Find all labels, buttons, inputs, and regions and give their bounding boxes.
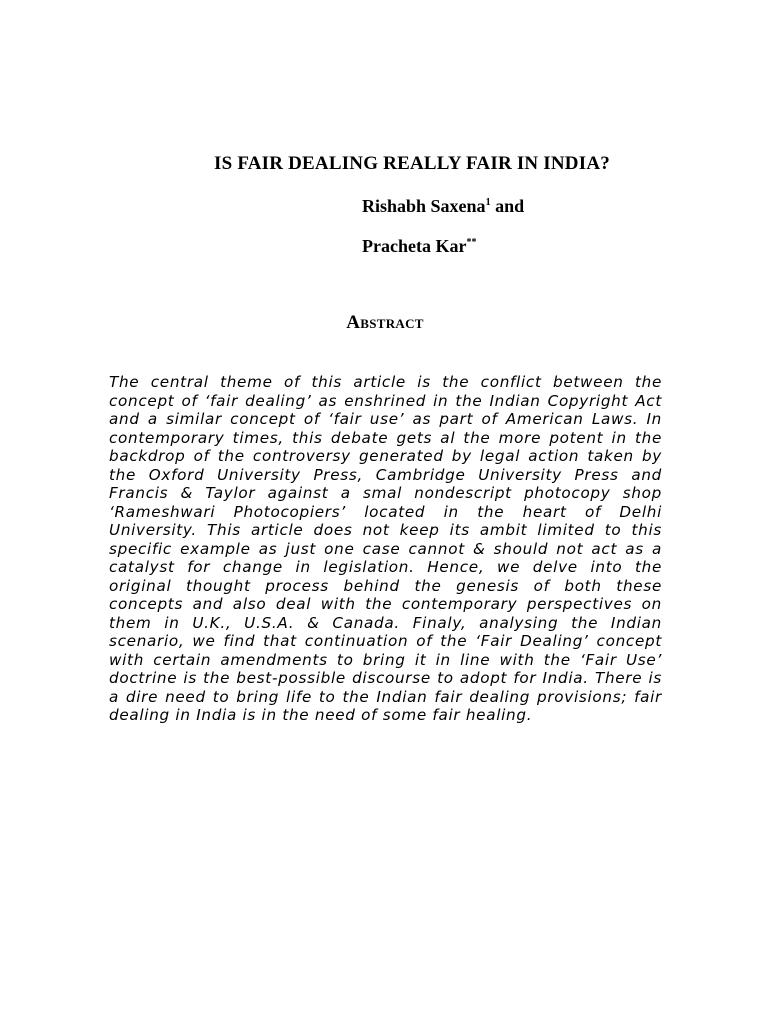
footnote-marker: ** [466,237,477,248]
author-line-2 [362,236,476,257]
author-conjunction: and [490,196,525,216]
author-name: Pracheta Kar [362,236,467,256]
abstract-body: The central theme of this article is the conflict between the concept of ‘fair dealing’ as enshrined in the Indian Copyright Act and a similar concept of ‘fair use’ as part of American Laws. In contemporary times, this debate gets al the more potent in the backdrop of the controversy generated by legal action taken by the Oxford University Press, Cambridge University Press and Francis & Taylor against a smal nondescript photocopy shop ‘Rameshwari Photocopiers’ located in the heart of Delhi University. This article does not keep its ambit limited to this specific example as just one case cannot & should not act as a catalyst for change in legislation. Hence, we delve into the original thought process behind the genesis of both these concepts and also deal with the contemporary perspectives on them in U.K., U.S.A. & Canada. Finaly, analysing the Indian scenario, we find that continuation of the ‘Fair Dealing’ concept with certain amendments to bring it in line with the ‘Fair Use’ doctrine is the best-possible discourse to adopt for India. There is a dire need to bring life to the Indian fair dealing provisions; fair dealing in India is in the need of some fair healing. [109,373,662,724]
paper-title: IS FAIR DEALING REALLY FAIR IN INDIA? [214,153,610,174]
author-line-1 [362,196,524,217]
abstract-heading: Abstract [346,312,424,333]
footnote-marker: 1 [485,197,491,208]
author-name: Rishabh Saxena [362,196,486,216]
